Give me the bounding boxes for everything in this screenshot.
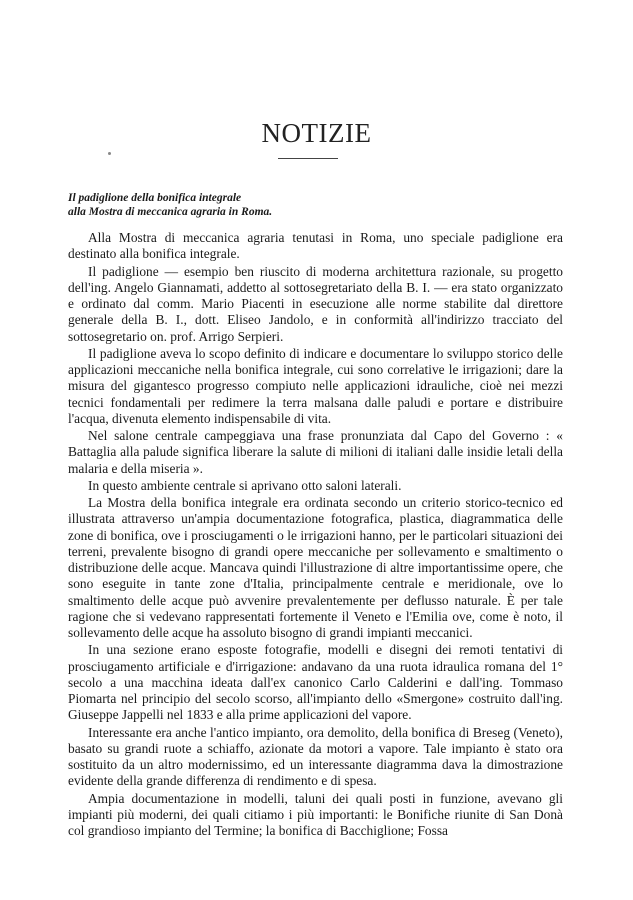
paragraph: In questo ambiente centrale si aprivano otto saloni laterali. <box>88 477 402 493</box>
speck-mark <box>108 152 111 155</box>
paragraph: Alla Mostra di meccanica agraria tenutasi in Roma, uno speciale padiglione era destinato alla bonifica integrale. <box>68 230 563 262</box>
paragraph: La Mostra della bonifica integrale era ordinata secondo un criterio storico-tecnico ed illustrata attraverso un'ampia documentazione fotografica, plastica, diagrammatica delle zone di bonifica, ove i prosciugamenti o le irrigazioni hanno, per le particolari situazioni dei terreni, prevalente bisogno di grandi opere meccaniche per sollevamento e smaltimento o distribuzione delle acque. Mancava quindi l'illustrazione di altre importantissime opere, che sono eseguite in tante zone d'Italia, principalmente centrale e meridionale, ove lo smaltimento delle acque può avvenire prevalentemente per deflusso naturale. È per tale ragione che si vedevano rappresentati fortemente il Veneto e l'Emilia ove, come è noto, il sollevamento delle acque ha assoluto bisogno di grandi impianti meccanici. <box>68 495 563 640</box>
page-title: NOTIZIE <box>261 118 372 148</box>
paragraph: Ampia documentazione in modelli, taluni dei quali posti in funzione, avevano gli impianti più moderni, dei quali citiamo i più importanti: le Bonifiche riunite di San Donà col grandioso impianto del Termine; la bonifica di Bacchiglione; Fossa <box>68 790 563 838</box>
title-rule <box>278 158 338 159</box>
article-subheading <box>68 191 563 219</box>
paragraph: Il padiglione — esempio ben riuscito di moderna architettura razionale, su progetto dell'ing. Angelo Giannamati, addetto al sottosegretariato della B. I. — era stato organizzato e ordinato dal comm. Mario Piacenti in esecuzione alle norme stabilite dal direttore generale della B. I., dott. Eliseo Jandolo, e in conformità all'indirizzo tracciato del sottosegretario on. prof. Arrigo Serpieri. <box>68 263 563 344</box>
subheading-line: alla Mostra di meccanica agraria in Roma. <box>68 206 273 218</box>
paragraph: Il padiglione aveva lo scopo definito di indicare e documentare lo sviluppo storico delle applicazioni meccaniche nella bonifica integrale, cui sono correlative le irrigazioni; dare la misura del gigantesco progresso compiuto nelle applicazioni idrauliche, cioè nei mezzi tecnici fondamentali per redimere la terra malsana dalle paludi e portare e distribuire l'acqua, divenuta elemento indispensabile di vita. <box>68 345 563 426</box>
article-body <box>68 230 563 840</box>
subheading-line: Il padiglione della bonifica integrale <box>68 192 242 204</box>
paragraph: Interessante era anche l'antico impianto, ora demolito, della bonifica di Breseg (Veneto), basato su grandi ruote a schiaffo, azionate da motori a vapore. Tale impianto è stato ora sostituito da un altro modernissimo, ed un interessante diagramma dava la dimostrazione evidente della grande differenza di rendimento e di spesa. <box>68 724 563 789</box>
paragraph: Nel salone centrale campeggiava una frase pronunziata dal Capo del Governo : « Battaglia alla palude significa liberare la salute di milioni di italiani dalle insidie letali della malaria e della miseria ». <box>68 428 563 476</box>
paragraph: In una sezione erano esposte fotografie, modelli e disegni dei remoti tentativi di prosciugamento artificiale e d'irrigazione: andavano da una ruota idraulica romana del 1° secolo a una macchina ideata dall'ex canonico Carlo Calderini e dall'ing. Tommaso Piomarta nel principio del secolo scorso, all'impianto dello «Smergone» costruito dall'ing. Giuseppe Jappelli nel 1833 e alla prime applicazioni del vapore. <box>68 642 563 723</box>
